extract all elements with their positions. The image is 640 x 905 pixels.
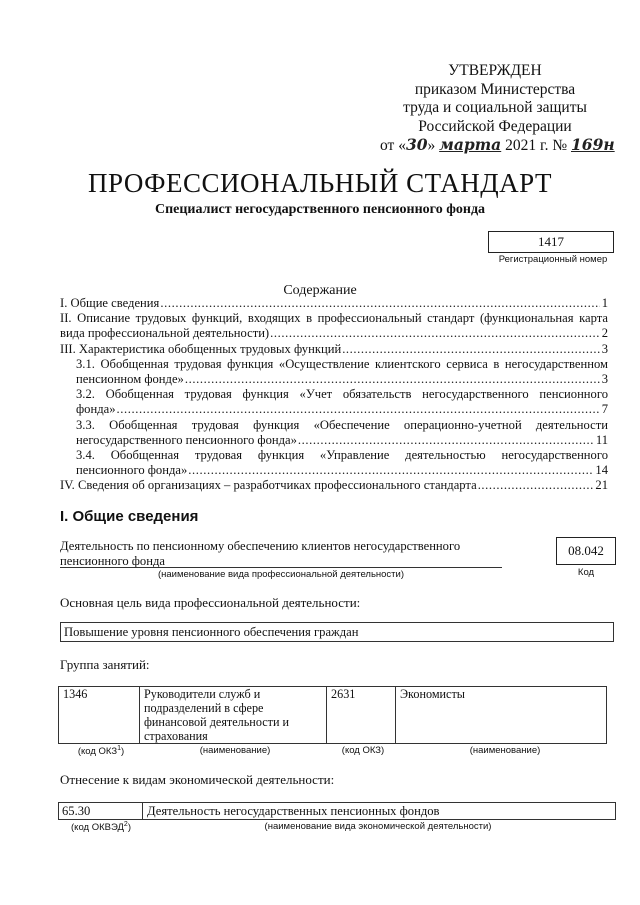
toc-item[interactable]: IV. Сведения об организациях – разработчиках профессионального стандарта ..... 21 bbox=[60, 478, 608, 493]
table-of-contents bbox=[60, 296, 608, 494]
toc-item-line: 3.3. Обобщенная трудовая функция «Обеспечение операционно-учетной деятельности bbox=[76, 417, 608, 432]
okz-code-cell: 2631 bbox=[327, 687, 396, 744]
toc-item-line: 3.4. Обобщенная трудовая функция «Управление деятельностью негосударственного bbox=[76, 448, 608, 463]
occupation-name-cell: Руководители служб и подразделений в сфере финансовой деятельности и страхования bbox=[140, 687, 327, 744]
section-heading: I. Общие сведения bbox=[60, 508, 199, 525]
code-caption: Код bbox=[577, 567, 595, 578]
toc-item-line: 3.1. Обобщенная трудовая функция «Осуществление клиентского сервиса в негосударственном bbox=[76, 356, 608, 371]
okved-name: Деятельность негосударственных пенсионных фондов bbox=[147, 804, 440, 818]
toc-item[interactable]: негосударственного пенсионного фонда» ..... 11 bbox=[76, 433, 608, 448]
okz-code-cell: 1346 bbox=[59, 687, 140, 744]
approval-date-line: от «30» марта 2021 г. № 169н bbox=[380, 135, 615, 154]
toc-title: Содержание bbox=[283, 283, 357, 298]
approval-line-ministry: приказом Министерства bbox=[414, 80, 576, 98]
activity-caption: (наименование вида профессиональной деятельности) bbox=[157, 569, 405, 580]
name-caption: (наименование) bbox=[199, 745, 271, 756]
handwritten-day: 30 bbox=[405, 135, 428, 154]
occupation-table bbox=[58, 686, 607, 744]
approval-line-federation: Российской Федерации bbox=[418, 117, 572, 135]
handwritten-month: марта bbox=[439, 135, 502, 154]
approval-title: УТВЕРЖДЕН bbox=[448, 62, 542, 79]
toc-item[interactable]: I. Общие сведения ..... 1 bbox=[60, 296, 608, 311]
toc-item-line: II. Описание трудовых функций, входящих в профессиональный стандарт (функциональная карта bbox=[60, 311, 608, 326]
toc-item-line: 3.2. Обобщенная трудовая функция «Учет обязательств негосударственного пенсионного bbox=[76, 387, 608, 402]
toc-item[interactable]: пенсионного фонда» ..... 14 bbox=[76, 463, 608, 478]
activity-name: Деятельность по пенсионному обеспечению клиентов негосударственного пенсионного фонда bbox=[60, 539, 461, 568]
name-caption: (наименование) bbox=[469, 745, 541, 756]
goal-value: Повышение уровня пенсионного обеспечения граждан bbox=[64, 625, 359, 639]
goal-value-box bbox=[60, 622, 614, 642]
toc-item[interactable]: фонда» ..... 7 bbox=[76, 402, 608, 417]
toc-item[interactable]: вида профессиональной деятельности) ..... 2 bbox=[60, 326, 608, 341]
activity-underline bbox=[60, 567, 502, 568]
goal-label: Основная цель вида профессиональной деятельности: bbox=[60, 595, 361, 610]
okved-name-caption: (наименование вида экономической деятельности) bbox=[264, 821, 492, 832]
okved-row bbox=[58, 802, 616, 820]
okz-caption: (код ОКЗ$^1$) bbox=[77, 745, 125, 758]
group-label: Группа занятий: bbox=[60, 657, 150, 672]
econ-label: Отнесение к видам экономической деятельности: bbox=[60, 772, 335, 787]
okved-code: 65.30 bbox=[59, 803, 143, 819]
approval-block bbox=[380, 62, 615, 156]
toc-item[interactable]: пенсионном фонде» ..... 3 bbox=[76, 372, 608, 387]
toc-item[interactable]: III. Характеристика обобщенных трудовых функций ..... 3 bbox=[60, 342, 608, 357]
handwritten-order-number: 169н bbox=[571, 135, 615, 154]
occupation-name-cell: Экономисты bbox=[396, 687, 607, 744]
okved-code-caption: (код ОКВЭД$^2$) bbox=[71, 821, 131, 834]
document-subtitle: Специалист негосударственного пенсионного фонда bbox=[154, 202, 486, 217]
activity-code: 08.042 bbox=[556, 537, 616, 565]
approval-line-labor: труда и социальной защиты bbox=[403, 99, 587, 116]
registration-number: 1417 bbox=[488, 231, 614, 253]
document-title: ПРОФЕССИОНАЛЬНЫЙ СТАНДАРТ bbox=[87, 168, 553, 198]
table-row bbox=[59, 687, 607, 744]
registration-label: Регистрационный номер bbox=[498, 254, 608, 265]
okz-caption: (код ОКЗ) bbox=[341, 745, 385, 756]
